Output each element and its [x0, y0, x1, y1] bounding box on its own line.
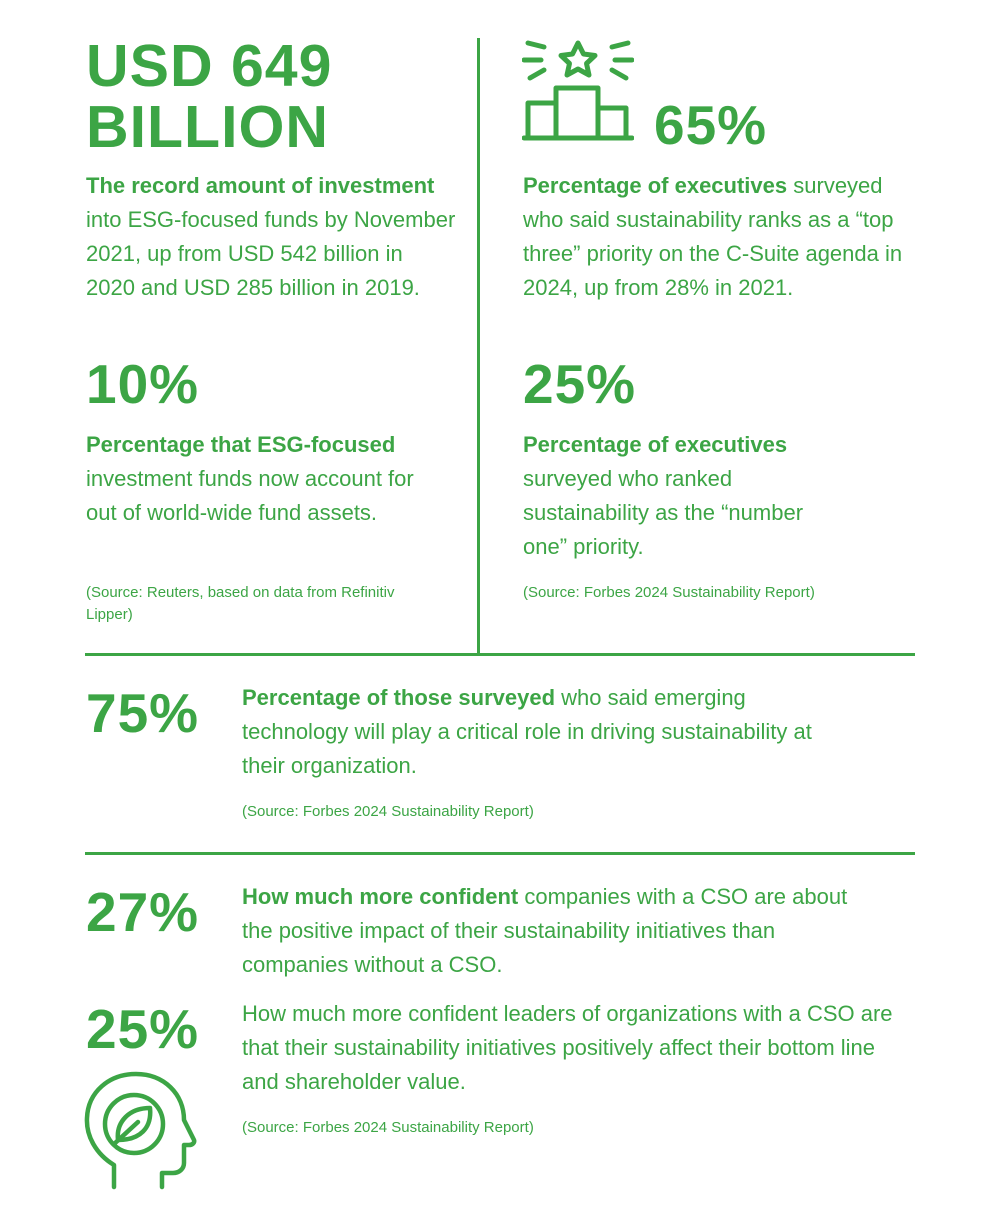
exec-number-one-description [523, 428, 843, 564]
emerging-tech-value: 75% [86, 682, 200, 744]
usd-stat-bold: The record amount of investment [86, 173, 435, 198]
usd-stat-description [86, 169, 456, 305]
usd-stat-value [86, 33, 333, 160]
exec-top-three-value: 65% [654, 94, 768, 156]
emerging-tech-bold: Percentage of those surveyed [242, 685, 556, 710]
exec-number-one-text: surveyed who ranked sustainability as the “number one” priority. [523, 466, 804, 559]
cso-confidence-text: companies with a CSO are about the positive impact of their sustainability initiatives than companies without a CSO. [242, 884, 848, 977]
esg-share-source: (Source: Reuters, based on data from Refinitiv Lipper) [86, 584, 395, 623]
usd-stat-line1: USD 649 [86, 33, 333, 99]
exec-number-one-bold: Percentage of executives [523, 432, 788, 457]
cso-confidence-bold: How much more confident [242, 884, 519, 909]
exec-number-one-value: 25% [523, 353, 637, 415]
exec-number-one-source: (Source: Forbes 2024 Sustainability Report) [523, 584, 815, 601]
exec-top-three-text: surveyed who said sustainability ranks as a “top three” priority on the C-Suite agenda in 2024, up from 28% in 2021. [523, 173, 903, 300]
emerging-tech-text: who said emerging technology will play a critical role in driving sustainability at their organization. [242, 685, 812, 778]
cso-confidence-value: 27% [86, 881, 200, 943]
esg-share-value: 10% [86, 353, 200, 415]
cso-bottom-line-description: How much more confident leaders of organizations with a CSO are that their sustainability initiatives positively affect their bottom line and shareholder value. [242, 1001, 893, 1094]
esg-share-bold: Percentage that ESG-focused [86, 432, 396, 457]
cso-bottom-line-value: 25% [86, 998, 200, 1060]
esg-share-description [86, 428, 416, 530]
esg-share-text: investment funds now account for out of world-wide fund assets. [86, 466, 414, 525]
usd-stat-line2: BILLION [86, 94, 329, 160]
podium-star-icon [522, 36, 634, 148]
horizontal-divider-1 [85, 653, 915, 656]
emerging-tech-description [242, 681, 852, 783]
exec-top-three-description [523, 169, 923, 305]
horizontal-divider-2 [85, 852, 915, 855]
emerging-tech-source: (Source: Forbes 2024 Sustainability Report) [242, 803, 534, 820]
usd-stat-text: into ESG-focused funds by November 2021, up from USD 542 billion in 2020 and USD 285 billion in 2019. [86, 207, 456, 300]
cso-bottom-line-source: (Source: Forbes 2024 Sustainability Report) [242, 1119, 534, 1136]
head-leaf-icon [84, 1070, 200, 1190]
cso-confidence-description [242, 880, 852, 982]
exec-top-three-bold: Percentage of executives [523, 173, 788, 198]
vertical-divider [477, 38, 480, 655]
